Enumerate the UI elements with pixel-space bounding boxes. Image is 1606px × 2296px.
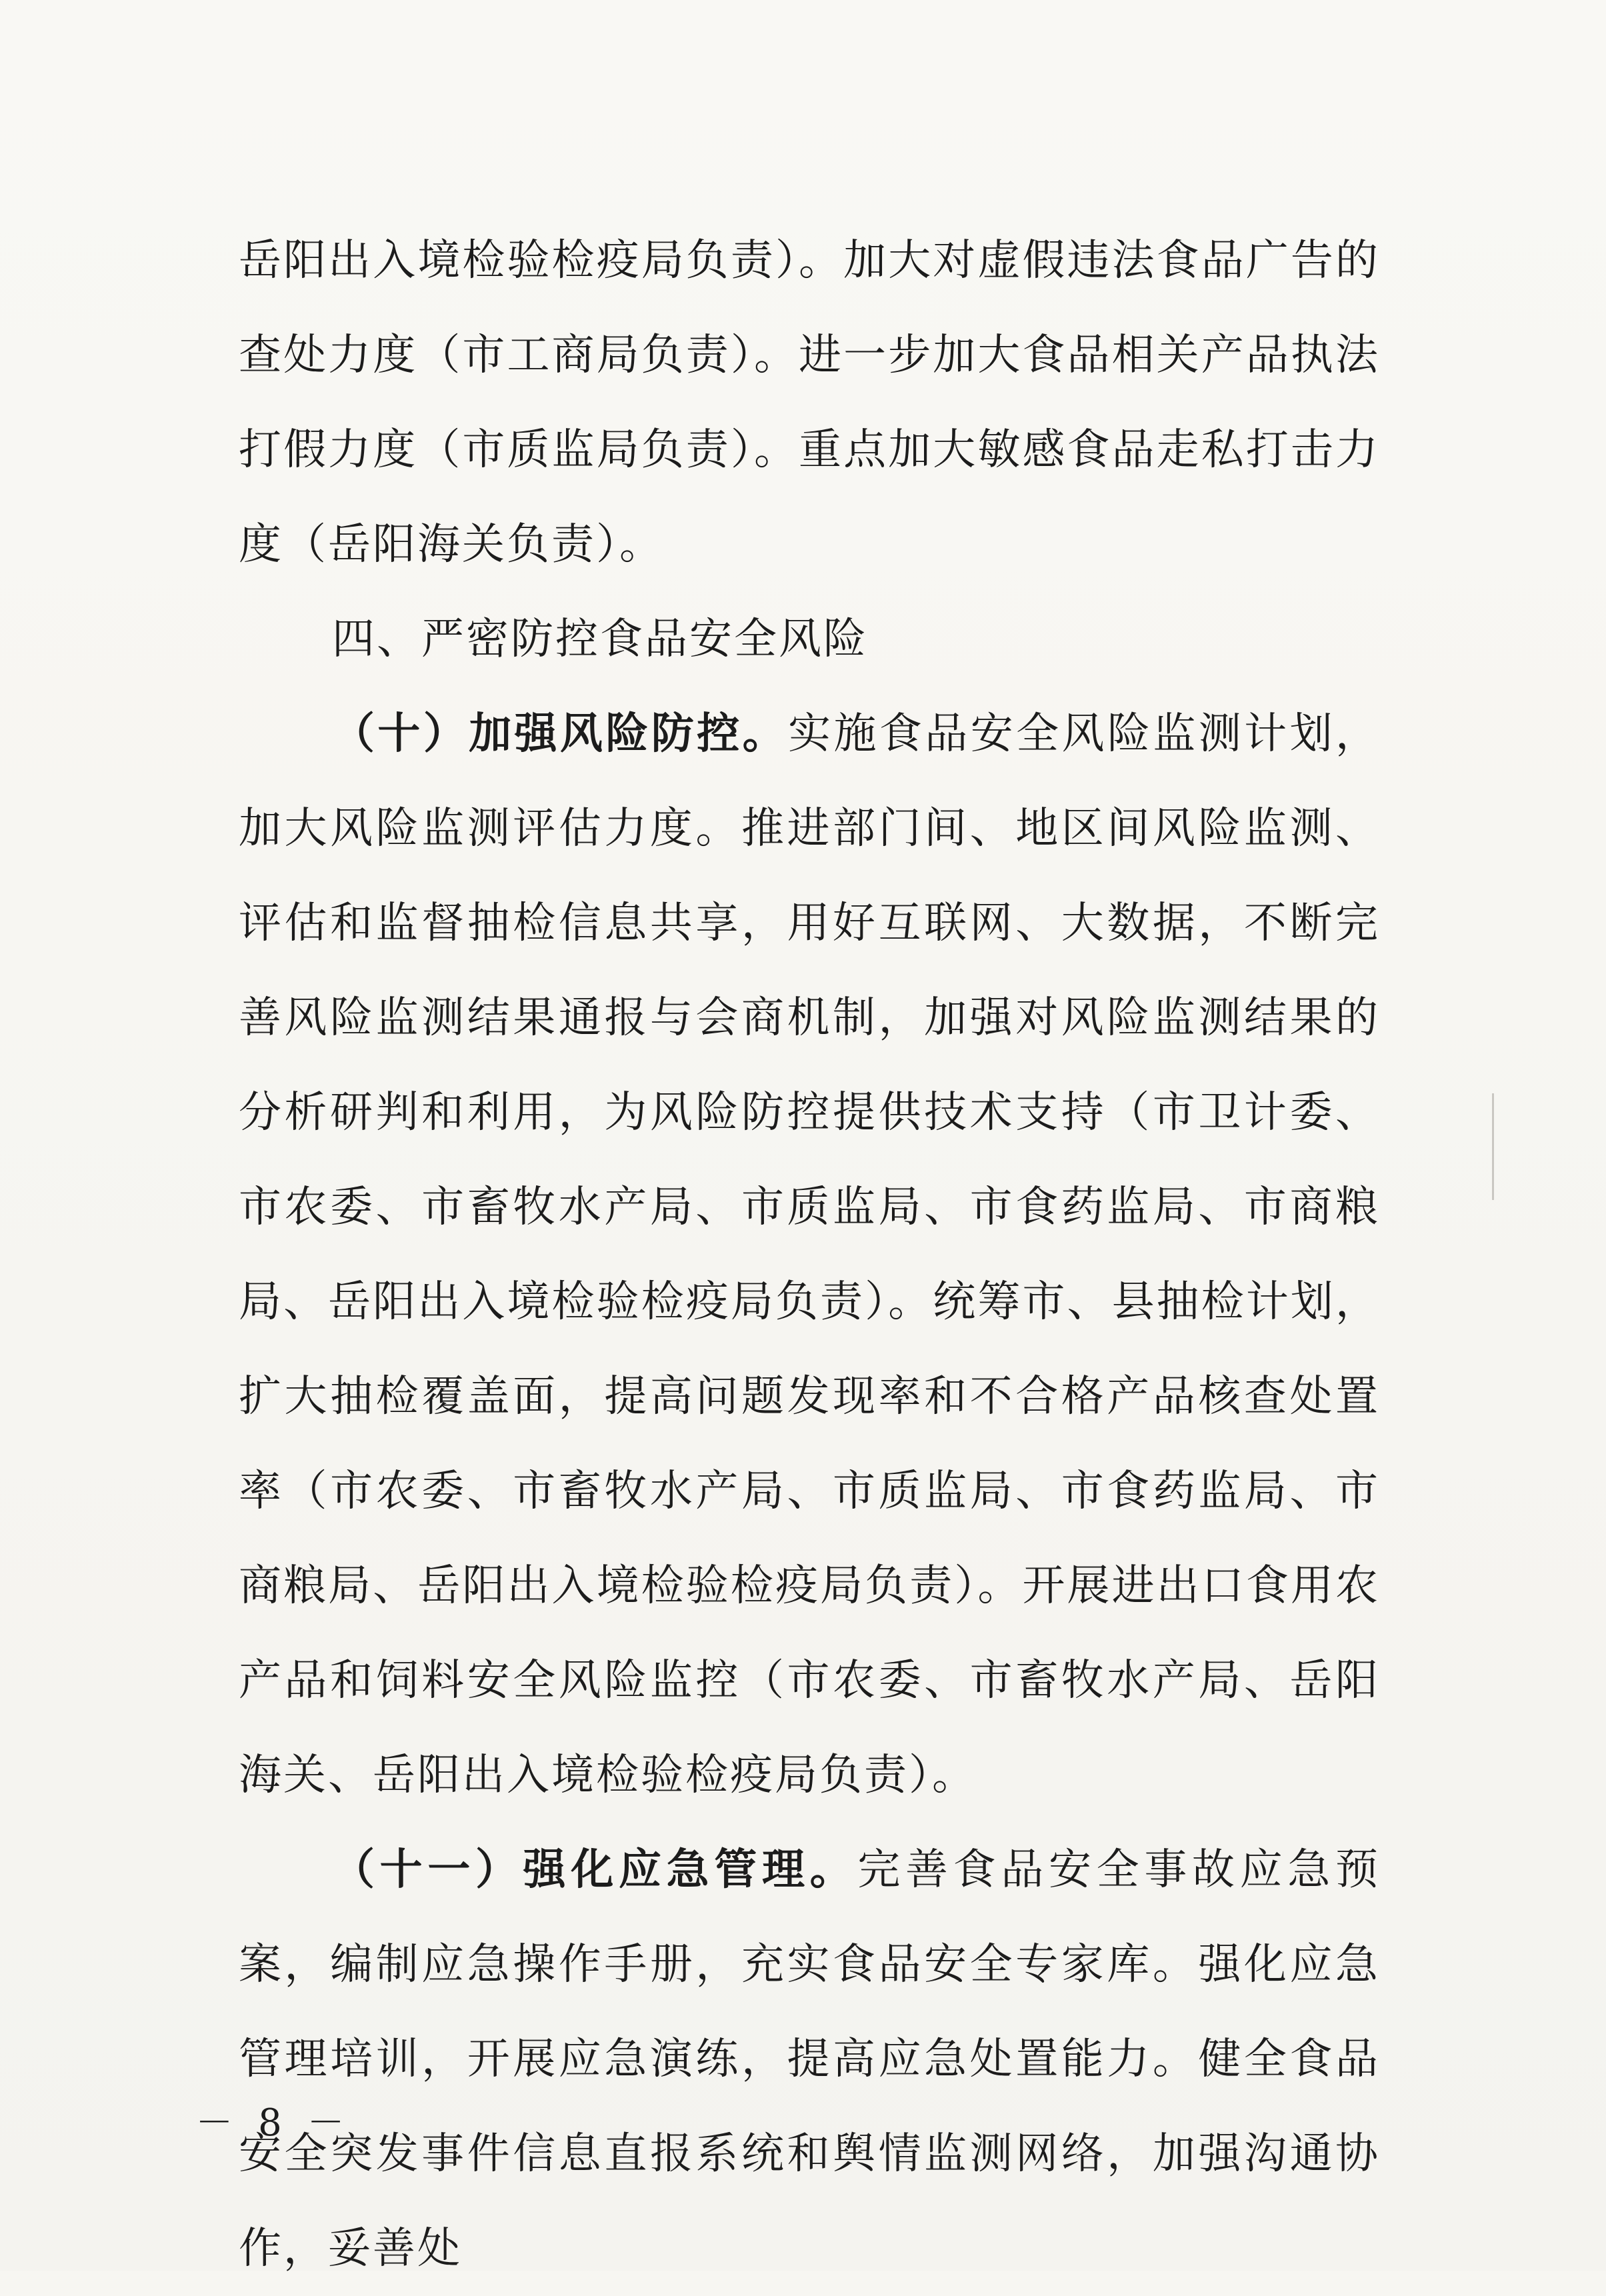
paragraph-continued: 岳阳出入境检验检疫局负责）。加大对虚假违法食品广告的查处力度（市工商局负责）。进一步加大食品相关产品执法打假力度（市质监局负责）。重点加大敏感食品走私打击力度（岳阳海关负责）。 bbox=[239, 236, 1380, 569]
page-number: － 8 － bbox=[195, 2101, 351, 2145]
section-heading: 四、严密防控食品安全风险 bbox=[332, 615, 868, 664]
document-body bbox=[239, 213, 1380, 2296]
paragraph-11-title: （十一）强化应急管理。 bbox=[332, 1845, 858, 1895]
paragraph-11-body: 完善食品安全事故应急预案，编制应急操作手册，充实食品安全专家库。强化应急管理培训，开展应急演练，提高应急处置能力。健全食品安全突发事件信息直报系统和舆情监测网络，加强沟通协作，妥善处 bbox=[239, 1845, 1381, 2273]
paragraph-10-title: （十）加强风险防控。 bbox=[332, 709, 789, 759]
scan-artifact-line bbox=[1492, 1093, 1494, 1200]
paragraph-11 bbox=[239, 1823, 1380, 2296]
paragraph-10-body: 实施食品安全风险监测计划，加大风险监测评估力度。推进部门间、地区间风险监测、评估和监督抽检信息共享，用好互联网、大数据，不断完善风险监测结果通报与会商机制，加强对风险监测结果的分析研判和利用，为风险防控提供技术支持（市卫计委、市农委、市畜牧水产局、市质监局、市食药监局、市商粮局、岳阳出入境检验检疫局负责）。统筹市、县抽检计划，扩大抽检覆盖面，提高问题发现率和不合格产品核查处置率（市农委、市畜牧水产局、市质监局、市食药监局、市商粮局、岳阳出入境检验检疫局负责）。开展进出口食用农产品和饲料安全风险监控（市农委、市畜牧水产局、岳阳海关、岳阳出入境检验检疫局负责）。 bbox=[239, 709, 1381, 1800]
paragraph-10 bbox=[239, 687, 1380, 1823]
